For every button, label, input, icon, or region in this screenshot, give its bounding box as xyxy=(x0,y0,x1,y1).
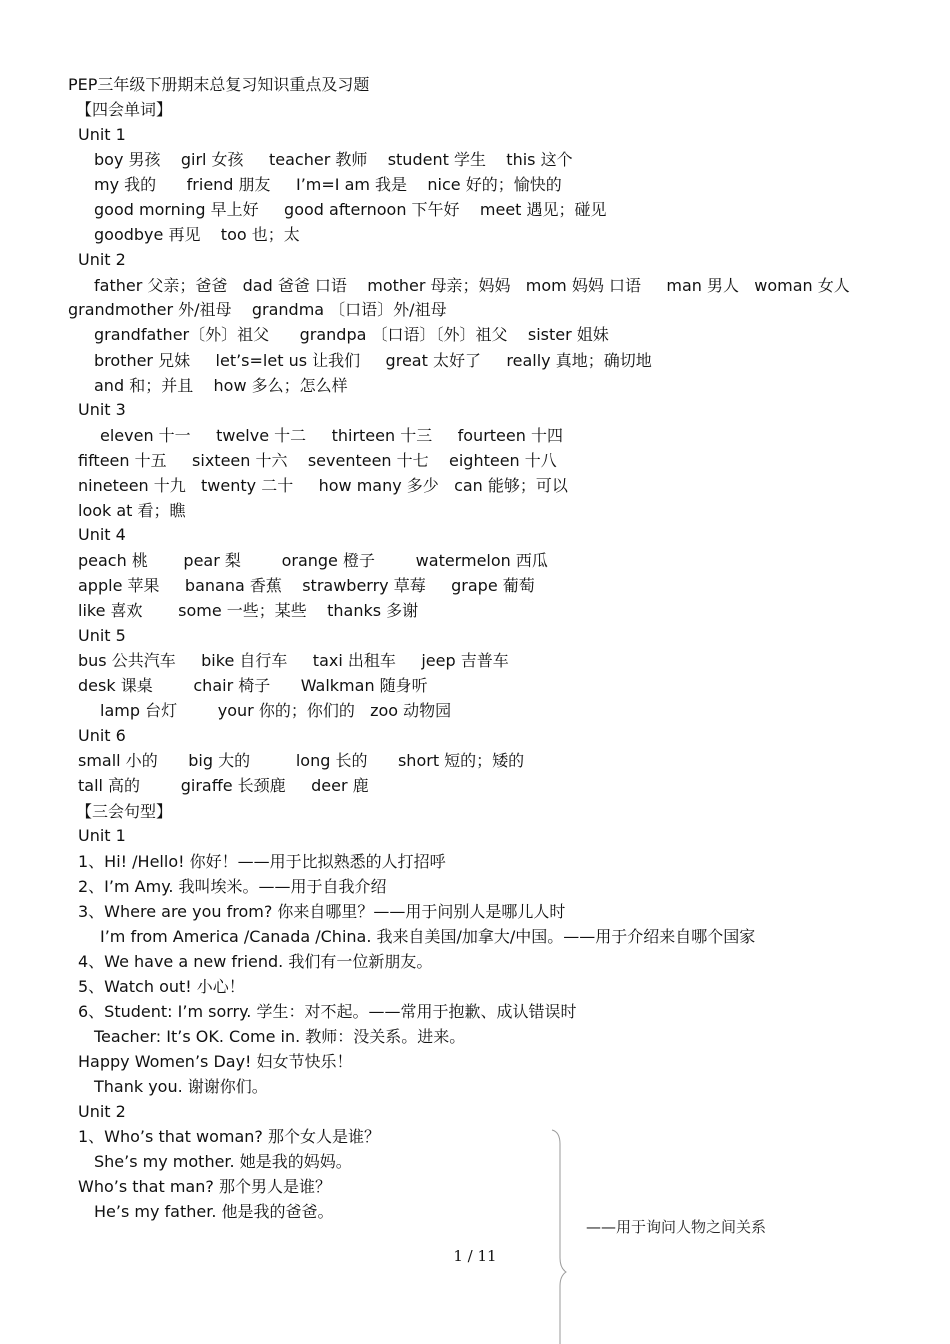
sentence-line: He’s my father. 他是我的爸爸。 xyxy=(94,1202,334,1221)
vocab-line: my 我的 friend 朋友 I’m=I am 我是 nice 好的；愉快的 xyxy=(94,175,562,194)
page-number: 1 / 11 xyxy=(453,1247,497,1265)
unit-heading: Unit 4 xyxy=(78,525,126,544)
sentence-line: She’s my mother. 她是我的妈妈。 xyxy=(94,1152,352,1171)
vocab-line: apple 苹果 banana 香蕉 strawberry 草莓 grape 葡萄 xyxy=(78,576,535,595)
vocab-line: small 小的 big 大的 long 长的 short 短的；矮的 xyxy=(78,751,525,770)
vocab-line: good morning 早上好 good afternoon 下午好 meet 遇见；碰见 xyxy=(94,200,607,219)
sentence-line: 1、Who’s that woman? 那个女人是谁？ xyxy=(78,1127,381,1146)
sentence-line: 2、I’m Amy. 我叫埃米。——用于自我介绍 xyxy=(78,877,387,896)
vocab-line: grandmother 外/祖母 grandma 〔口语〕外/祖母 xyxy=(68,300,447,319)
vocab-line: peach 桃 pear 梨 orange 橙子 watermelon 西瓜 xyxy=(78,551,548,570)
unit-heading: Unit 2 xyxy=(78,1102,126,1121)
unit-heading: Unit 3 xyxy=(78,400,126,419)
sentence-line: Happy Women’s Day! 妇女节快乐！ xyxy=(78,1052,353,1071)
curly-brace-icon xyxy=(548,1128,572,1344)
unit-heading: Unit 1 xyxy=(78,826,126,845)
vocab-line: look at 看；瞧 xyxy=(78,501,186,520)
sentence-line: I’m from America /Canada /China. 我来自美国/加拿大/中国。——用于介绍来自哪个国家 xyxy=(100,927,756,946)
vocab-line: and 和；并且 how 多么；怎么样 xyxy=(94,376,348,395)
vocab-line: boy 男孩 girl 女孩 teacher 教师 student 学生 this 这个 xyxy=(94,150,573,169)
section-heading-words: 【四会单词】 xyxy=(76,100,173,119)
vocab-line: nineteen 十九 twenty 二十 how many 多少 can 能够；可以 xyxy=(78,476,568,495)
sentence-line: Who’s that man? 那个男人是谁？ xyxy=(78,1177,331,1196)
vocab-line: grandfather〔外〕祖父 grandpa 〔口语〕〔外〕祖父 sister 姐妹 xyxy=(94,325,609,344)
unit-heading: Unit 1 xyxy=(78,125,126,144)
brace-annotation: ——用于询问人物之间关系 xyxy=(586,1218,767,1236)
vocab-line: tall 高的 giraffe 长颈鹿 deer 鹿 xyxy=(78,776,369,795)
sentence-line: Thank you. 谢谢你们。 xyxy=(94,1077,268,1096)
doc-title: PEP三年级下册期末总复习知识重点及习题 xyxy=(68,75,370,94)
sentence-line: 1、Hi! /Hello! 你好！——用于比拟熟悉的人打招呼 xyxy=(78,852,446,871)
vocab-line: father 父亲；爸爸 dad 爸爸 口语 mother 母亲；妈妈 mom 妈妈 口语 man 男人 woman 女人 xyxy=(94,276,850,295)
sentence-line: 4、We have a new friend. 我们有一位新朋友。 xyxy=(78,952,433,971)
section-heading-sentences: 【三会句型】 xyxy=(76,802,173,821)
vocab-line: bus 公共汽车 bike 自行车 taxi 出租车 jeep 吉普车 xyxy=(78,651,509,670)
sentence-line: 3、Where are you from? 你来自哪里？——用于问别人是哪儿人时 xyxy=(78,902,566,921)
sentence-line: Teacher: It’s OK. Come in. 教师：没关系。进来。 xyxy=(94,1027,466,1046)
vocab-line: fifteen 十五 sixteen 十六 seventeen 十七 eighteen 十八 xyxy=(78,451,557,470)
vocab-line: lamp 台灯 your 你的；你们的 zoo 动物园 xyxy=(100,701,452,720)
vocab-line: eleven 十一 twelve 十二 thirteen 十三 fourteen 十四 xyxy=(100,426,563,445)
unit-heading: Unit 5 xyxy=(78,626,126,645)
vocab-line: desk 课桌 chair 椅子 Walkman 随身听 xyxy=(78,676,428,695)
vocab-line: goodbye 再见 too 也；太 xyxy=(94,225,300,244)
unit-heading: Unit 2 xyxy=(78,250,126,269)
vocab-line: brother 兄妹 let’s=let us 让我们 great 太好了 really 真地；确切地 xyxy=(94,351,652,370)
unit-heading: Unit 6 xyxy=(78,726,126,745)
sentence-line: 6、Student: I’m sorry. 学生：对不起。——常用于抱歉、成认错误时 xyxy=(78,1002,577,1021)
sentence-line: 5、Watch out! 小心！ xyxy=(78,977,245,996)
vocab-line: like 喜欢 some 一些；某些 thanks 多谢 xyxy=(78,601,419,620)
